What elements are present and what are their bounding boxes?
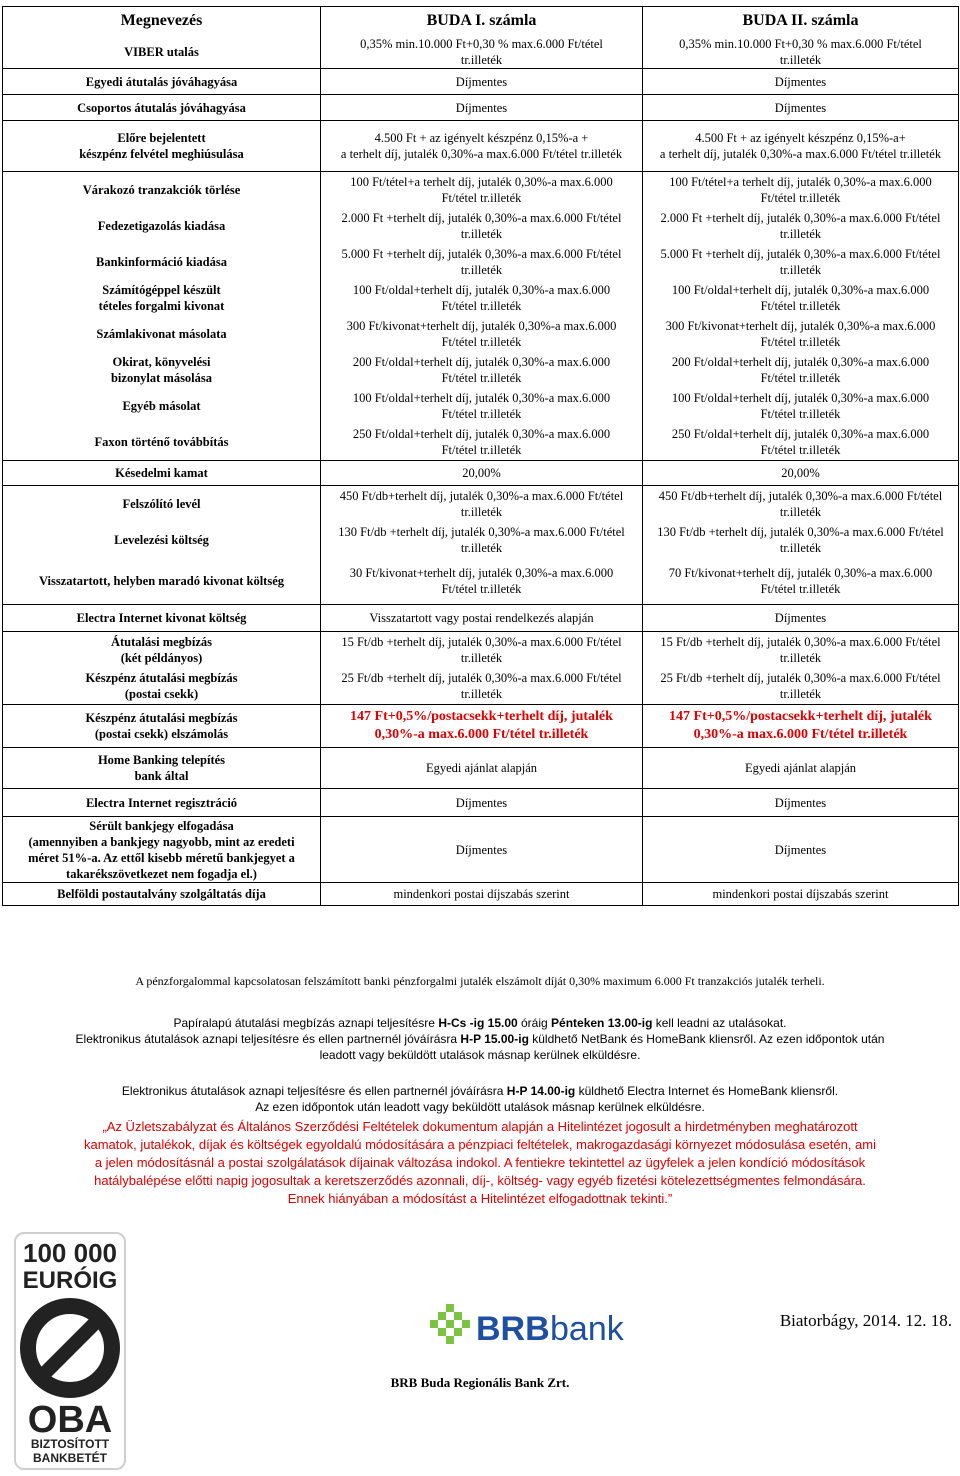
fee-row <box>3 35 959 69</box>
buda1-fee-cell: 25 Ft/db +terhelt díj, jutalék 0,30%-a max.6.000 Ft/tétel tr.illeték <box>321 668 643 705</box>
row-name-cell: Home Banking telepítés bank által <box>3 748 321 789</box>
fee-row <box>3 486 959 523</box>
fee-row <box>3 388 959 424</box>
cutoff-paragraph <box>0 1015 960 1063</box>
buda1-fee-cell: 250 Ft/oldal+terhelt díj, jutalék 0,30%-a max.6.000 Ft/tétel tr.illeték <box>321 424 643 461</box>
fee-row <box>3 424 959 461</box>
buda2-fee-cell: 100 Ft/tétel+a terhelt díj, jutalék 0,30%-a max.6.000 Ft/tétel tr.illeték <box>643 172 959 209</box>
paper-cutoff-text-a: Papíralapú átutalási megbízás aznapi teljesítésre <box>173 1016 439 1030</box>
fee-row <box>3 522 959 558</box>
buda1-fee-cell: 15 Ft/db +terhelt díj, jutalék 0,30%-a max.6.000 Ft/tétel tr.illeték <box>321 632 643 669</box>
fee-table <box>2 6 958 906</box>
fee-row <box>3 883 959 906</box>
fee-row <box>3 558 959 605</box>
oba-line2: EURÓIG <box>22 1267 118 1294</box>
buda1-fee-cell: Díjmentes <box>321 95 643 121</box>
fee-row <box>3 748 959 789</box>
buda1-fee-cell: 2.000 Ft +terhelt díj, jutalék 0,30%-a max.6.000 Ft/tétel tr.illeték <box>321 208 643 244</box>
brb-logo-text-b: bank <box>550 1310 624 1348</box>
buda2-fee-cell: 5.000 Ft +terhelt díj, jutalék 0,30%-a max.6.000 Ft/tétel tr.illeték <box>643 244 959 280</box>
buda2-fee-cell: 25 Ft/db +terhelt díj, jutalék 0,30%-a max.6.000 Ft/tétel tr.illeték <box>643 668 959 705</box>
fee-row <box>3 705 959 748</box>
electra-cutoff-paragraph <box>0 1083 960 1115</box>
fee-row <box>3 461 959 486</box>
brb-logo-text-a: BRB <box>476 1310 550 1348</box>
fee-row <box>3 605 959 632</box>
brb-logo-icon <box>428 1290 638 1360</box>
row-name-cell: Csoportos átutalás jóváhagyása <box>3 95 321 121</box>
paper-cutoff-text-e: kell leadni az utalásokat. <box>652 1016 787 1030</box>
row-name-cell: Belföldi postautalvány szolgáltatás díja <box>3 883 321 906</box>
buda2-fee-cell: 250 Ft/oldal+terhelt díj, jutalék 0,30%-a max.6.000 Ft/tétel tr.illeték <box>643 424 959 461</box>
buda1-fee-cell: 4.500 Ft + az igényelt készpénz 0,15%-a + a terhelt díj, jutalék 0,30%-a max.6.000 Ft/tétel tr.illeték <box>321 121 643 172</box>
row-name-cell: Fedezetigazolás kiadása <box>3 208 321 244</box>
netbank-cutoff-text-b: H-P 15.00-ig <box>460 1032 529 1046</box>
fee-row <box>3 244 959 280</box>
header-buda2: BUDA II. számla <box>643 7 959 36</box>
buda2-fee-cell: 4.500 Ft + az igényelt készpénz 0,15%-a+ a terhelt díj, jutalék 0,30%-a max.6.000 Ft/tétel tr.illeték <box>643 121 959 172</box>
buda2-fee-cell: mindenkori postai díjszabás szerint <box>643 883 959 906</box>
row-name-cell: Egyedi átutalás jóváhagyása <box>3 69 321 95</box>
paper-cutoff-text-b: H-Cs -ig 15.00 <box>438 1016 518 1030</box>
fee-row <box>3 789 959 817</box>
buda2-fee-cell: 15 Ft/db +terhelt díj, jutalék 0,30%-a max.6.000 Ft/tétel tr.illeték <box>643 632 959 669</box>
oba-line5: BANKBETÉT <box>33 1451 107 1465</box>
row-name-cell: Előre bejelentett készpénz felvétel meghiúsulása <box>3 121 321 172</box>
oba-badge-icon <box>14 1232 126 1470</box>
buda1-fee-cell: 450 Ft/db+terhelt díj, jutalék 0,30%-a max.6.000 Ft/tétel tr.illeték <box>321 486 643 523</box>
buda1-fee-cell: 100 Ft/oldal+terhelt díj, jutalék 0,30%-a max.6.000 Ft/tétel tr.illeték <box>321 388 643 424</box>
fee-row <box>3 172 959 209</box>
header-row <box>3 7 959 36</box>
buda1-fee-cell: Díjmentes <box>321 817 643 883</box>
row-name-cell: Electra Internet regisztráció <box>3 789 321 817</box>
row-name-cell: Electra Internet kivonat költség <box>3 605 321 632</box>
buda1-fee-cell: 200 Ft/oldal+terhelt díj, jutalék 0,30%-a max.6.000 Ft/tétel tr.illeték <box>321 352 643 388</box>
fee-row <box>3 208 959 244</box>
fees-table <box>2 6 959 906</box>
buda1-fee-cell: 147 Ft+0,5%/postacsekk+terhelt díj, jutalék 0,30%-a max.6.000 Ft/tétel tr.illeték <box>321 705 643 748</box>
row-name-cell: Egyéb másolat <box>3 388 321 424</box>
header-buda1: BUDA I. számla <box>321 7 643 36</box>
paper-cutoff-text-d: Pénteken 13.00-ig <box>551 1016 653 1030</box>
fee-row <box>3 280 959 316</box>
red-legal-notice: „Az Üzletszabályzat és Általános Szerződési Feltételek dokumentum alapján a Hitelintézet jogosult a hirdetményben meghatározott kamatok, jutalékok, díjak és költségek egyoldalú módosítására a pénzpiaci feltételek, makrogazdasági környezet módosulása esetén, ami a jelen módosításnál a postai szolgálatások díjainak változása indokol. A fentiekre tekintettel az ügyfelek a jelen kondíció módosítások hatálybalépése előtti napig jogosultak a keretszerződés azonnali, díj-, költség- vagy egyéb fizetési kötelezettségmentes felmondására. Ennek hiányában a módosítást a Hitelintézet elfogadottnak tekinti.” <box>84 1119 876 1206</box>
buda1-fee-cell: Egyedi ajánlat alapján <box>321 748 643 789</box>
fee-row <box>3 69 959 95</box>
buda2-fee-cell: Díjmentes <box>643 605 959 632</box>
row-name-cell: Számítógéppel készült tételes forgalmi kivonat <box>3 280 321 316</box>
netbank-cutoff-text-d: leadott vagy beküldött utalások másnap kerülnek elküldésre. <box>319 1048 641 1062</box>
oba-logo <box>14 1232 126 1470</box>
brb-bank-logo <box>428 1290 638 1360</box>
buda1-fee-cell: 300 Ft/kivonat+terhelt díj, jutalék 0,30%-a max.6.000 Ft/tétel tr.illeték <box>321 316 643 352</box>
bank-name: BRB Buda Regionális Bank Zrt. <box>390 1375 570 1390</box>
row-name-cell: Számlakivonat másolata <box>3 316 321 352</box>
fee-row <box>3 817 959 883</box>
buda2-fee-cell: Díjmentes <box>643 69 959 95</box>
buda2-fee-cell: 130 Ft/db +terhelt díj, jutalék 0,30%-a max.6.000 Ft/tétel tr.illeték <box>643 522 959 558</box>
fee-row <box>3 121 959 172</box>
buda2-fee-cell: Díjmentes <box>643 817 959 883</box>
fee-row <box>3 316 959 352</box>
buda2-fee-cell: 147 Ft+0,5%/postacsekk+terhelt díj, jutalék 0,30%-a max.6.000 Ft/tétel tr.illeték <box>643 705 959 748</box>
buda1-fee-cell: mindenkori postai díjszabás szerint <box>321 883 643 906</box>
fee-row <box>3 668 959 705</box>
buda1-fee-cell: Visszatartott vagy postai rendelkezés alapján <box>321 605 643 632</box>
buda1-fee-cell: 5.000 Ft +terhelt díj, jutalék 0,30%-a max.6.000 Ft/tétel tr.illeték <box>321 244 643 280</box>
buda2-fee-cell: Egyedi ajánlat alapján <box>643 748 959 789</box>
buda1-fee-cell: Díjmentes <box>321 789 643 817</box>
row-name-cell: Készpénz átutalási megbízás (postai csekk) elszámolás <box>3 705 321 748</box>
row-name-cell: Levelezési költség <box>3 522 321 558</box>
row-name-cell: Faxon történő továbbítás <box>3 424 321 461</box>
oba-line3: OBA <box>27 1399 113 1441</box>
buda1-fee-cell: 0,35% min.10.000 Ft+0,30 % max.6.000 Ft/tétel tr.illeték <box>321 35 643 69</box>
buda1-fee-cell: 100 Ft/oldal+terhelt díj, jutalék 0,30%-a max.6.000 Ft/tétel tr.illeték <box>321 280 643 316</box>
buda1-fee-cell: Díjmentes <box>321 69 643 95</box>
row-name-cell: Készpénz átutalási megbízás (postai csekk) <box>3 668 321 705</box>
row-name-cell: Sérült bankjegy elfogadása (amennyiben a bankjegy nagyobb, mint az eredeti méret 51%-a. Az ettől kisebb méretű bankjegyet a takarékszövetkezet nem fogadja el.) <box>3 817 321 883</box>
buda2-fee-cell: Díjmentes <box>643 789 959 817</box>
buda2-fee-cell: 300 Ft/kivonat+terhelt díj, jutalék 0,30%-a max.6.000 Ft/tétel tr.illeték <box>643 316 959 352</box>
row-name-cell: Okirat, könyvelési bizonylat másolása <box>3 352 321 388</box>
row-name-cell: Várakozó tranzakciók törlése <box>3 172 321 209</box>
jutalek-note: A pénzforgalommal kapcsolatosan felszámított banki pénzforgalmi jutalék elszámolt díját 0,30% maximum 6.000 Ft tranzakciós jutalék terheli. <box>135 974 825 988</box>
buda2-fee-cell: Díjmentes <box>643 95 959 121</box>
fee-row <box>3 632 959 669</box>
buda2-fee-cell: 100 Ft/oldal+terhelt díj, jutalék 0,30%-a max.6.000 Ft/tétel tr.illeték <box>643 280 959 316</box>
row-name-cell: Átutalási megbízás (két példányos) <box>3 632 321 669</box>
electra-cutoff-text-b: H-P 14.00-ig <box>506 1084 576 1098</box>
row-name-cell: Bankinformáció kiadása <box>3 244 321 280</box>
buda2-fee-cell: 0,35% min.10.000 Ft+0,30 % max.6.000 Ft/tétel tr.illeték <box>643 35 959 69</box>
oba-line4: BIZTOSÍTOTT <box>30 1437 110 1451</box>
buda2-fee-cell: 450 Ft/db+terhelt díj, jutalék 0,30%-a max.6.000 Ft/tétel tr.illeték <box>643 486 959 523</box>
header-name: Megnevezés <box>3 7 321 36</box>
electra-cutoff-text-c: küldhető Electra Internet és HomeBank kliensről. <box>575 1084 839 1098</box>
fee-row <box>3 352 959 388</box>
place-and-date: Biatorbágy, 2014. 12. 18. <box>779 1311 952 1330</box>
netbank-cutoff-text-a: Elektronikus átutalások aznapi teljesítésre és ellen partnernél jóváírásra <box>75 1032 461 1046</box>
row-name-cell: Visszatartott, helyben maradó kivonat költség <box>3 558 321 605</box>
row-name-cell: Késedelmi kamat <box>3 461 321 486</box>
fee-row <box>3 95 959 121</box>
oba-line1: 100 000 <box>23 1238 117 1268</box>
row-name-cell: VIBER utalás <box>3 35 321 69</box>
buda2-fee-cell: 2.000 Ft +terhelt díj, jutalék 0,30%-a max.6.000 Ft/tétel tr.illeték <box>643 208 959 244</box>
electra-cutoff-text-a: Elektronikus átutalások aznapi teljesítésre és ellen partnernél jóváírásra <box>121 1084 507 1098</box>
buda2-fee-cell: 200 Ft/oldal+terhelt díj, jutalék 0,30%-a max.6.000 Ft/tétel tr.illeték <box>643 352 959 388</box>
paper-cutoff-text-c: óráig <box>517 1016 552 1030</box>
row-name-cell: Felszólító levél <box>3 486 321 523</box>
buda2-fee-cell: 20,00% <box>643 461 959 486</box>
buda2-fee-cell: 70 Ft/kivonat+terhelt díj, jutalék 0,30%-a max.6.000 Ft/tétel tr.illeték <box>643 558 959 605</box>
electra-cutoff-text-d: Az ezen időpontok után leadott vagy beküldött utalások másnap kerülnek elküldésre. <box>255 1100 705 1114</box>
buda2-fee-cell: 100 Ft/oldal+terhelt díj, jutalék 0,30%-a max.6.000 Ft/tétel tr.illeték <box>643 388 959 424</box>
netbank-cutoff-text-c: küldhető NetBank és HomeBank kliensről. Az ezen időpontok után <box>528 1032 885 1046</box>
buda1-fee-cell: 100 Ft/tétel+a terhelt díj, jutalék 0,30%-a max.6.000 Ft/tétel tr.illeték <box>321 172 643 209</box>
buda1-fee-cell: 20,00% <box>321 461 643 486</box>
buda1-fee-cell: 30 Ft/kivonat+terhelt díj, jutalék 0,30%-a max.6.000 Ft/tétel tr.illeték <box>321 558 643 605</box>
fees-body <box>3 7 959 906</box>
buda1-fee-cell: 130 Ft/db +terhelt díj, jutalék 0,30%-a max.6.000 Ft/tétel tr.illeték <box>321 522 643 558</box>
